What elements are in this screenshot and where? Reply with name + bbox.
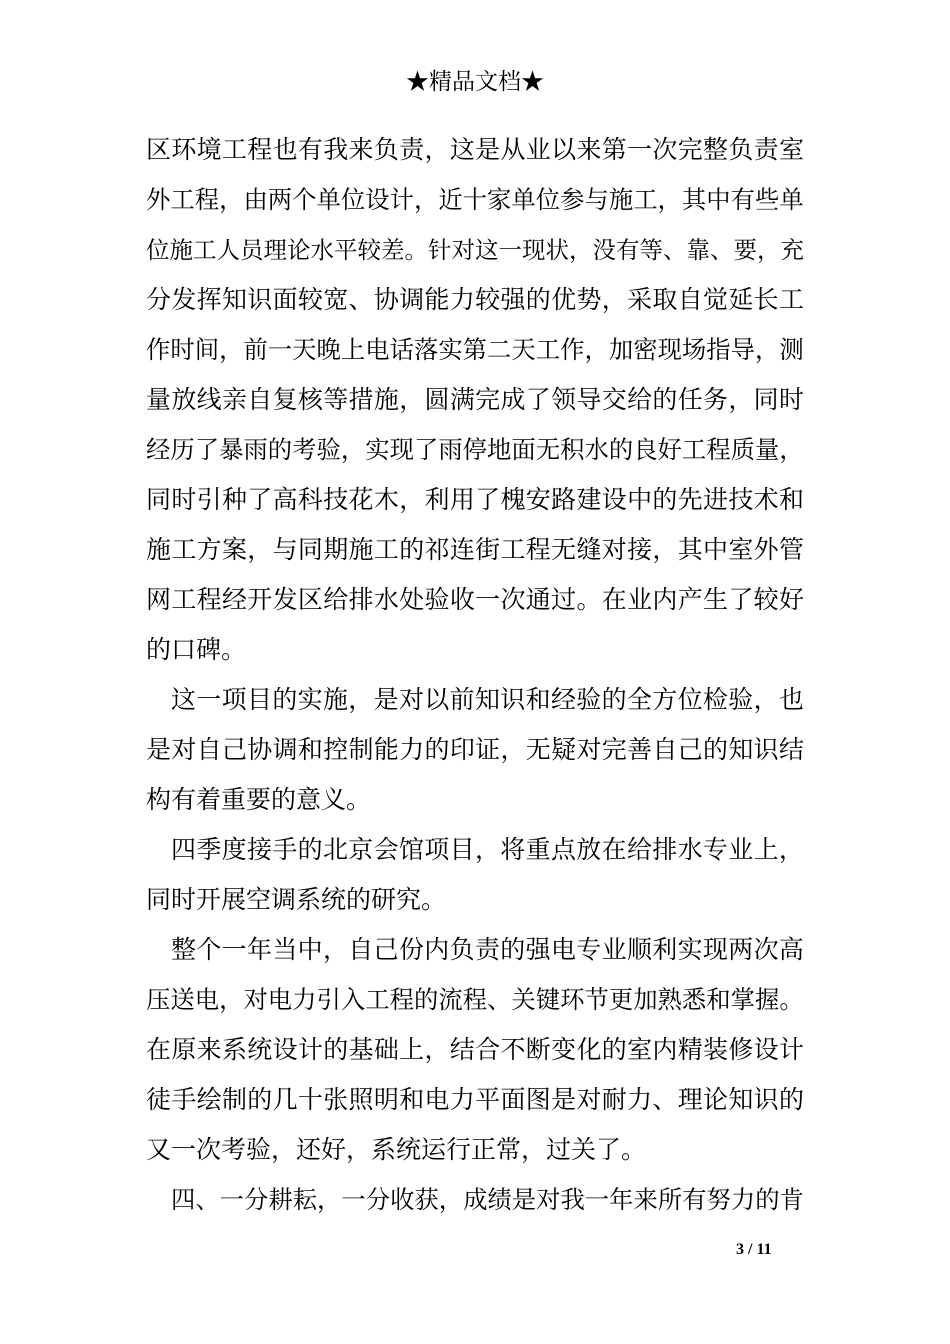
text-line: 四季度接手的北京会馆项目，将重点放在给排水专业上， — [171, 835, 805, 864]
text-line: 四、一分耕耘，一分收获，成绩是对我一年来所有努力的肯 — [171, 1185, 804, 1214]
text-line: 量放线亲自复核等措施，圆满完成了领导交给的任务，同时 — [146, 385, 805, 414]
text-line: 是对自己协调和控制能力的印证，无疑对完善自己的知识结 — [146, 735, 805, 764]
text-line: 这一项目的实施，是对以前知识和经验的全方位检验，也 — [171, 685, 805, 714]
text-line: 区环境工程也有我来负责，这是从业以来第一次完整负责室 — [146, 135, 805, 164]
document-header: ★精品文档★ — [406, 69, 544, 95]
page-number: 3 / 11 — [736, 1241, 772, 1258]
text-line: 压送电，对电力引入工程的流程、关键环节更加熟悉和掌握。 — [146, 985, 804, 1014]
text-line: 施工方案，与同期施工的祁连街工程无缝对接，其中室外管 — [146, 535, 805, 564]
text-line: 作时间，前一天晚上电话落实第二天工作，加密现场指导，测 — [146, 335, 804, 364]
text-line: 网工程经开发区给排水处验收一次通过。在业内产生了较好 — [146, 585, 805, 614]
text-line: 同时开展空调系统的研究。 — [146, 885, 447, 914]
text-line: 的口碑。 — [146, 635, 247, 664]
text-line: 外工程，由两个单位设计，近十家单位参与施工，其中有些单 — [146, 185, 804, 214]
text-line: 同时引种了高科技花木，利用了槐安路建设中的先进技术和 — [146, 485, 805, 514]
text-line: 位施工人员理论水平较差。针对这一现状，没有等、靠、要，充 — [146, 236, 804, 264]
text-line: 又一次考验，还好，系统运行正常，过关了。 — [146, 1135, 647, 1164]
text-line: 经历了暴雨的考验，实现了雨停地面无积水的良好工程质量， — [146, 435, 804, 464]
text-line: 构有着重要的意义。 — [146, 785, 372, 814]
text-line: 分发挥知识面较宽、协调能力较强的优势，采取自觉延长工 — [146, 285, 805, 314]
text-line: 徒手绘制的几十张照明和电力平面图是对耐力、理论知识的 — [146, 1085, 805, 1114]
text-line: 在原来系统设计的基础上，结合不断变化的室内精装修设计 — [146, 1035, 805, 1064]
text-line: 整个一年当中，自己份内负责的强电专业顺利实现两次高 — [171, 935, 805, 964]
